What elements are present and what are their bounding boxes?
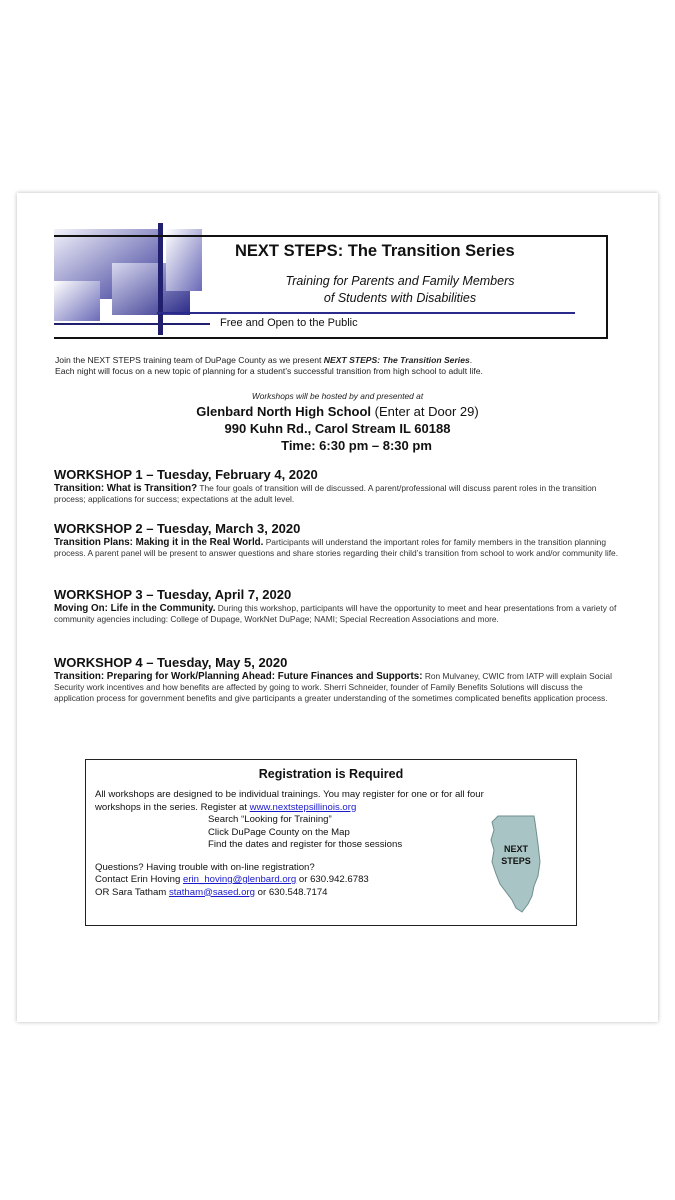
workshop-4 bbox=[54, 655, 624, 704]
workshop-heading: WORKSHOP 4 – Tuesday, May 5, 2020 bbox=[54, 655, 288, 670]
venue-address: 990 Kuhn Rd., Carol Stream IL 60188 bbox=[224, 421, 451, 436]
workshop-topic: Moving On: Life in the Community. bbox=[54, 603, 216, 614]
intro-line-2: Each night will focus on a new topic of planning for a student’s successful transition from high school to adult life. bbox=[55, 366, 483, 376]
workshop-heading: WORKSHOP 1 – Tuesday, February 4, 2020 bbox=[54, 467, 318, 482]
map-label-next: NEXT bbox=[503, 844, 529, 854]
venue-door: (Enter at Door 29) bbox=[374, 404, 479, 419]
registration-title: Registration is Required bbox=[258, 767, 404, 781]
workshop-description: During this workshop, participants will have the opportunity to meet and hear presentations from a variety of community agencies including: College of Dupage, WorkNet DuPage; NAMI; Special Recreation Associations and more. bbox=[54, 603, 617, 624]
flyer-subtitle bbox=[255, 273, 545, 307]
contact-2-name: OR Sara Tatham bbox=[95, 886, 169, 898]
flyer-title: NEXT STEPS: The Transition Series bbox=[235, 242, 515, 260]
contact-2-email-link[interactable]: statham@sased.org bbox=[168, 886, 255, 898]
intro-series-name: NEXT STEPS: The Transition Series bbox=[323, 355, 470, 365]
intro-paragraph bbox=[55, 355, 615, 377]
registration-intro: All workshops are designed to be individual trainings. You may register for one or for all four workshops in the series. Register at bbox=[95, 789, 484, 813]
workshop-3 bbox=[54, 587, 624, 625]
contact-1-email-link[interactable]: erin_hoving@glenbard.org bbox=[182, 874, 297, 885]
free-public-label: Free and Open to the Public bbox=[220, 317, 358, 329]
illinois-map-icon bbox=[488, 814, 544, 914]
registration-text bbox=[95, 789, 495, 899]
workshop-topic: Transition: Preparing for Work/Planning Ahead: Future Finances and Supports: bbox=[54, 671, 423, 682]
workshop-description: The four goals of transition will de discussed. A parent/professional will discuss parent roles in the transition process; applications for success; expectations at the adult level. bbox=[54, 483, 597, 504]
registration-step-3: Find the dates and register for those sessions bbox=[208, 839, 403, 850]
subtitle-line-2: of Students with Disabilities bbox=[323, 291, 477, 305]
workshop-heading: WORKSHOP 3 – Tuesday, April 7, 2020 bbox=[54, 587, 292, 602]
workshop-2 bbox=[54, 521, 624, 559]
workshop-description: Ron Mulvaney, CWIC from IATP will explain Social Security work incentives and how benefits are affected by going to work. Sherri Schneider, founder of Family Benefits Solutions will discuss the application process for government benefits and give participants a greater understanding of the sometimes complicated benefits application process. bbox=[54, 671, 612, 703]
registration-questions: Questions? Having trouble with on-line registration? bbox=[95, 861, 315, 873]
workshop-topic: Transition Plans: Making it in the Real World. bbox=[54, 537, 264, 548]
workshop-1 bbox=[54, 467, 624, 505]
intro-text-a: Join the NEXT STEPS training team of DuPage County as we present bbox=[55, 355, 324, 365]
venue-school: Glenbard North High School bbox=[196, 404, 372, 419]
registration-link[interactable]: www.nextstepsillinois.org bbox=[249, 801, 357, 813]
flyer-page bbox=[17, 193, 658, 1022]
workshop-topic: Transition: What is Transition? bbox=[54, 483, 198, 494]
intro-text-c: . bbox=[469, 355, 473, 365]
header-rule bbox=[157, 312, 575, 314]
subtitle-line-1: Training for Parents and Family Members bbox=[285, 274, 515, 288]
registration-box bbox=[85, 759, 577, 926]
contact-1-phone: or 630.942.6783 bbox=[296, 874, 369, 885]
venue-block bbox=[17, 403, 658, 454]
contact-2-phone: or 630.548.7174 bbox=[254, 886, 328, 898]
host-note: Workshops will be hosted by and presented at bbox=[251, 391, 424, 401]
workshop-description: Participants will understand the important roles for family members in the transition planning process. A parent panel will be present to answer questions and share stories regarding their child’s transition from school to work and/or community life. bbox=[54, 537, 619, 558]
registration-step-1: Search “Looking for Training” bbox=[208, 814, 332, 825]
contact-1-name: Contact Erin Hoving bbox=[95, 874, 183, 885]
workshop-heading: WORKSHOP 2 – Tuesday, March 3, 2020 bbox=[54, 521, 301, 536]
venue-time: Time: 6:30 pm – 8:30 pm bbox=[281, 438, 432, 453]
map-label-steps: STEPS bbox=[501, 856, 531, 866]
registration-step-2: Click DuPage County on the Map bbox=[208, 826, 350, 838]
